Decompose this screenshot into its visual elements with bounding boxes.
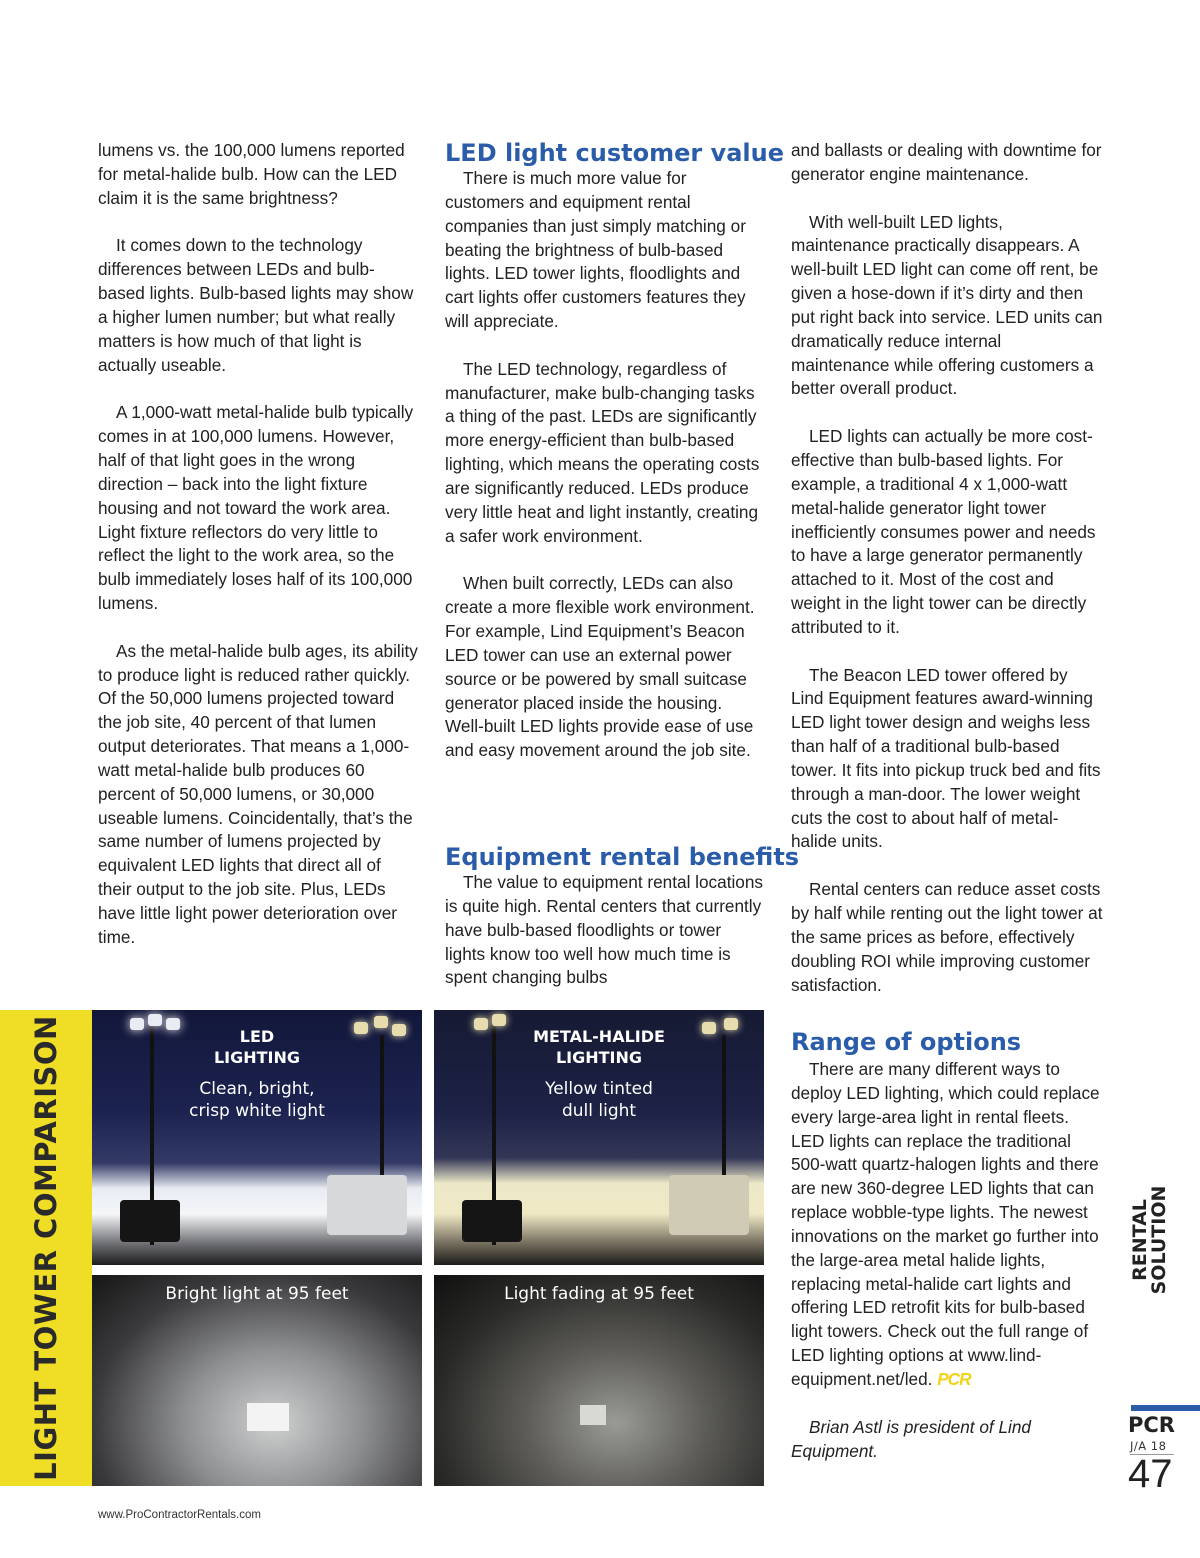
target-card [247,1403,289,1431]
paragraph: The value to equipment rental locations is quite high. Rental centers that currently have bulb-based floodlights or tower lights know too well how much time is spent changing bulbs [445,872,764,988]
issue-date: J/A 18 [1130,1439,1174,1455]
metal-halide-distance-photo [434,1275,764,1486]
section-heading-led-value: LED light customer value [445,139,784,167]
metal-halide-tower-photo [434,1010,764,1265]
paragraph: The Beacon LED tower offered by Lind Equipment features award-winning LED light tower design and weighs less than half of a traditional bulb-based tower. It fits into pickup truck bed and fits through a man-door. The lower weight cuts the cost to about half of metal-halide units. [791,664,1101,852]
metal-halide-distance-caption: Light fading at 95 feet [504,1284,694,1304]
page-number: 47 [1128,1452,1173,1496]
article-column-3-bottom [791,1058,1103,1463]
metal-halide-title-line: METAL-HALIDE [533,1027,665,1046]
led-distance-caption: Bright light at 95 feet [165,1284,349,1304]
paragraph: As the metal-halide bulb ages, its ability to produce light is reduced rather quickly. Of the 50,000 lumens projected toward the job site, 40 percent of that lumen output deteriorates. That means a 1,000-watt metal-halide bulb produces 60 percent of 50,000 lumens, or 30,000 useable lumens. Coincidentally, that’s the same number of lumens projected by equivalent LED lights that direct all of their output to the job site. Plus, LEDs have little light power deterioration over time. [98,640,418,947]
paragraph: and ballasts or dealing with downtime for generator engine maintenance. [791,140,1102,184]
target-card [580,1405,606,1425]
article-column-1 [98,139,418,950]
section-label-line: SOLUTION [1148,1185,1170,1295]
paragraph: There is much more value for customers and equipment rental companies than just simply matching or beating the brightness of bulb-based lights. LED tower lights, floodlights and cart lights offer customers features they will appreciate. [445,168,746,332]
paragraph: When built correctly, LEDs can also create a more flexible work environment. For example, Lind Equipment’s Beacon LED tower can use an external power source or be powered by small suitcase generator placed inside the housing. Well-built LED lights provide ease of use and easy movement around the job site. [445,573,755,761]
paragraph: A 1,000-watt metal-halide bulb typically comes in at 100,000 lumens. However, half of that light goes in the wrong direction – back into the light fixture housing and not toward the work area. Light fixture reflectors do very little to reflect the light to the work area, so the bulb immediately loses half of its 100,000 lumens. [98,402,414,614]
section-divider [1131,1405,1200,1411]
article-column-2-top [445,167,763,763]
led-title-line: LIGHTING [213,1048,301,1067]
article-column-2-bottom [445,871,763,990]
closing-paragraph-text: There are many different ways to deploy LED lighting, which could replace every large-area light in rental fleets. LED lights can replace the traditional 500-watt quartz-halogen lights and there are new 360-degree LED lights that can replace wobble-type lights. The newest innovations on the market go further into the large-area metal halide lights, replacing metal-halide cart lights and offering LED retrofit kits for bulb-based light towers. Check out the full range of LED lighting options at www.lind-equipment.net/led. [791,1059,1100,1389]
pcr-end-mark: PCR [937,1368,971,1389]
section-heading-rental-benefits: Equipment rental benefits [445,843,800,871]
section-label-line: RENTAL [1129,1199,1151,1281]
led-description-line: crisp white light [189,1101,325,1121]
led-distance-photo [92,1275,422,1486]
led-description-line: Clean, bright, [199,1079,315,1099]
led-tower-photo [92,1010,422,1265]
paragraph: Rental centers can reduce asset costs by half while renting out the light tower at the same prices as before, effectively doubling ROI while improving customer satisfaction. [791,879,1103,995]
section-label [1131,1186,1169,1295]
paragraph: LED lights can actually be more cost-effective than bulb-based lights. For example, a traditional 4 x 1,000-watt metal-halide generator light tower inefficiently consumes power and needs to have a large generator permanently attached to it. Most of the cost and weight in the light tower can be directly attributed to it. [791,426,1096,637]
metal-halide-title-line: LIGHTING [555,1048,643,1067]
comparison-side-title: LIGHT TOWER COMPARISON [29,1015,63,1481]
paragraph: With well-built LED lights, maintenance practically disappears. A well-built LED light can come off rent, be given a hose-down if it’s dirty and then put right back into service. LED units can dramatically reduce internal maintenance while offering customers a better overall product. [791,211,1103,399]
footer-website: www.ProContractorRentals.com [98,1509,261,1521]
metal-halide-description-line: Yellow tinted [545,1079,653,1099]
paragraph: It comes down to the technology differences between LEDs and bulb-based lights. Bulb-based lights may show a higher lumen number; but what really matters is how much of that light is actually useable. [98,235,414,375]
article-column-3 [791,139,1103,997]
paragraph: The LED technology, regardless of manufacturer, make bulb-changing tasks a thing of the past. LEDs are significantly more energy-efficient than bulb-based lighting, which means the operating costs are significantly reduced. LEDs produce very little heat and light instantly, creating a safer work environment. [445,358,760,546]
paragraph: lumens vs. the 100,000 lumens reported for metal-halide bulb. How can the LED claim it is the same brightness? [98,140,405,208]
metal-halide-description-line: dull light [561,1101,637,1121]
author-byline: Brian Astl is president of Lind Equipment. [791,1416,1031,1461]
magazine-logo: PCR [1128,1413,1175,1437]
led-title-line: LED [239,1027,275,1046]
section-heading-range-of-options: Range of options [791,1028,1022,1056]
paragraph [791,1058,1103,1392]
